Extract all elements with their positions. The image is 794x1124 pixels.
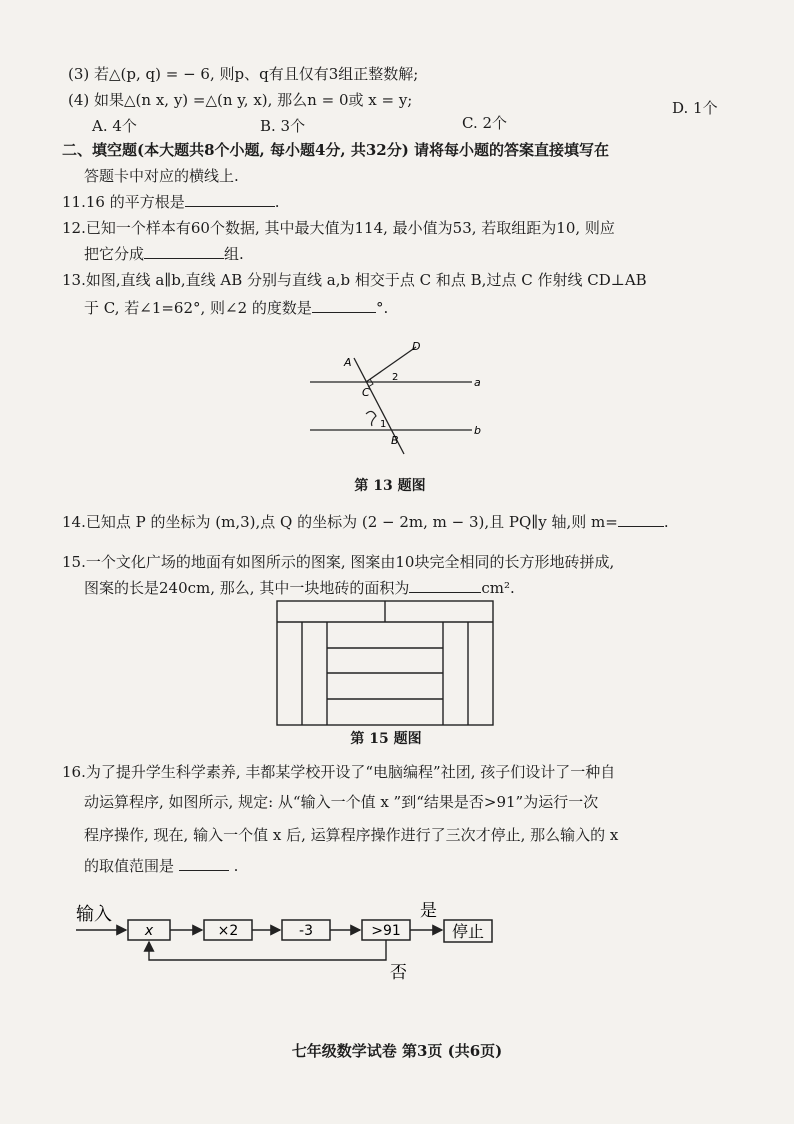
flow-box-x-label: x xyxy=(144,923,154,939)
question-11-end: . xyxy=(274,193,280,211)
prev-item-4: (4) 如果△(n x, y) =△(n y, x), 那么n = 0或 x = y; xyxy=(68,91,413,109)
question-15-line1: 15.一个文化广场的地面有如图所示的图案, 图案由10块完全相同的长方形地砖拼成, xyxy=(62,553,615,571)
option-b: B. 3个 xyxy=(260,117,306,135)
label-c-point: C xyxy=(362,386,370,399)
answer-blank-14[interactable] xyxy=(618,512,664,527)
answer-blank-16[interactable] xyxy=(179,856,229,871)
answer-blank-11[interactable] xyxy=(185,192,275,207)
question-16-line3: 程序操作, 现在, 输入一个值 x 后, 运算程序操作进行了三次才停止, 那么输入的 x xyxy=(84,826,619,844)
question-16-pre: 的取值范围是 xyxy=(84,857,175,875)
pen-mark-icon xyxy=(366,411,376,426)
section-heading: 二、填空题(本大题共8个小题, 每小题4分, 共32分) 请将每小题的答案直接填写在 xyxy=(62,141,610,159)
question-16-post: . xyxy=(233,857,239,875)
question-14 xyxy=(62,512,669,532)
question-15-post: cm². xyxy=(481,579,515,597)
flow-no-label: 否 xyxy=(390,963,407,983)
label-angle-1: 1 xyxy=(380,419,387,430)
question-14-text: 14.已知点 P 的坐标为 (m,3),点 Q 的坐标为 (2 − 2m, m − 3),且 PQ∥y 轴,则 m= xyxy=(62,513,618,531)
question-13-pre: 于 C, 若∠1=62°, 则∠2 的度数是 xyxy=(84,299,312,317)
figure-13-caption: 第 13 题图 xyxy=(354,478,426,494)
prev-item-3: (3) 若△(p, q) = − 6, 则p、q有且仅有3组正整数解; xyxy=(68,65,419,83)
question-12-pre: 把它分成 xyxy=(84,245,145,263)
page-footer: 七年级数学试卷 第3页 (共6页) xyxy=(291,1042,503,1060)
question-15-line2 xyxy=(84,578,515,598)
flow-box-compare-label: >91 xyxy=(371,923,401,939)
flow-yes-label: 是 xyxy=(420,901,437,921)
question-16-line4 xyxy=(84,856,238,876)
question-16-line2: 动运算程序, 如图所示, 规定: 从“输入一个值 x ”到“结果是否>91”为运行一次 xyxy=(84,793,599,811)
flow-box-mul-label: ×2 xyxy=(217,923,239,939)
question-12-line2 xyxy=(84,244,244,264)
label-a-point: A xyxy=(344,356,352,369)
question-15-pre: 图案的长是240cm, 那么, 其中一块地砖的面积为 xyxy=(84,579,410,597)
option-d: D. 1个 xyxy=(672,99,718,117)
question-11-text: 11.16 的平方根是 xyxy=(62,193,185,211)
label-angle-2: 2 xyxy=(392,372,399,383)
answer-blank-13[interactable] xyxy=(312,298,376,313)
flow-input-label: 输入 xyxy=(76,904,112,925)
flow-box-sub-label: -3 xyxy=(299,923,313,939)
label-line-b: b xyxy=(474,424,481,437)
label-b-point: B xyxy=(391,434,399,447)
question-12-line1: 12.已知一个样本有60个数据, 其中最大值为114, 最小值为53, 若取组距为10, 则应 xyxy=(62,219,615,237)
flow-box-stop-label: 停止 xyxy=(451,922,485,941)
label-line-a: a xyxy=(474,376,481,389)
question-14-end: . xyxy=(663,513,669,531)
question-12-post: 组. xyxy=(224,245,244,263)
answer-blank-15[interactable] xyxy=(409,578,481,593)
figure-13 xyxy=(300,330,500,455)
section-heading-line2: 答题卡中对应的横线上. xyxy=(84,167,239,185)
figure-15 xyxy=(276,600,494,726)
option-a: A. 4个 xyxy=(92,117,137,135)
question-13-line1: 13.如图,直线 a∥b,直线 AB 分别与直线 a,b 相交于点 C 和点 B,过点 C 作射线 CD⊥AB xyxy=(62,271,647,289)
answer-blank-12[interactable] xyxy=(144,244,224,259)
ray-cd xyxy=(366,347,416,382)
option-c: C. 2个 xyxy=(462,114,508,132)
figure-15-caption: 第 15 题图 xyxy=(350,731,422,747)
flowchart xyxy=(70,890,510,990)
label-d-point: D xyxy=(412,340,421,353)
question-13-line2 xyxy=(84,298,388,318)
flow-loop-arrow xyxy=(149,940,386,960)
question-11 xyxy=(62,192,280,212)
question-13-post: °. xyxy=(375,299,389,317)
question-16-line1: 16.为了提升学生科学素养, 丰都某学校开设了“电脑编程”社团, 孩子们设计了一种自 xyxy=(62,763,616,781)
